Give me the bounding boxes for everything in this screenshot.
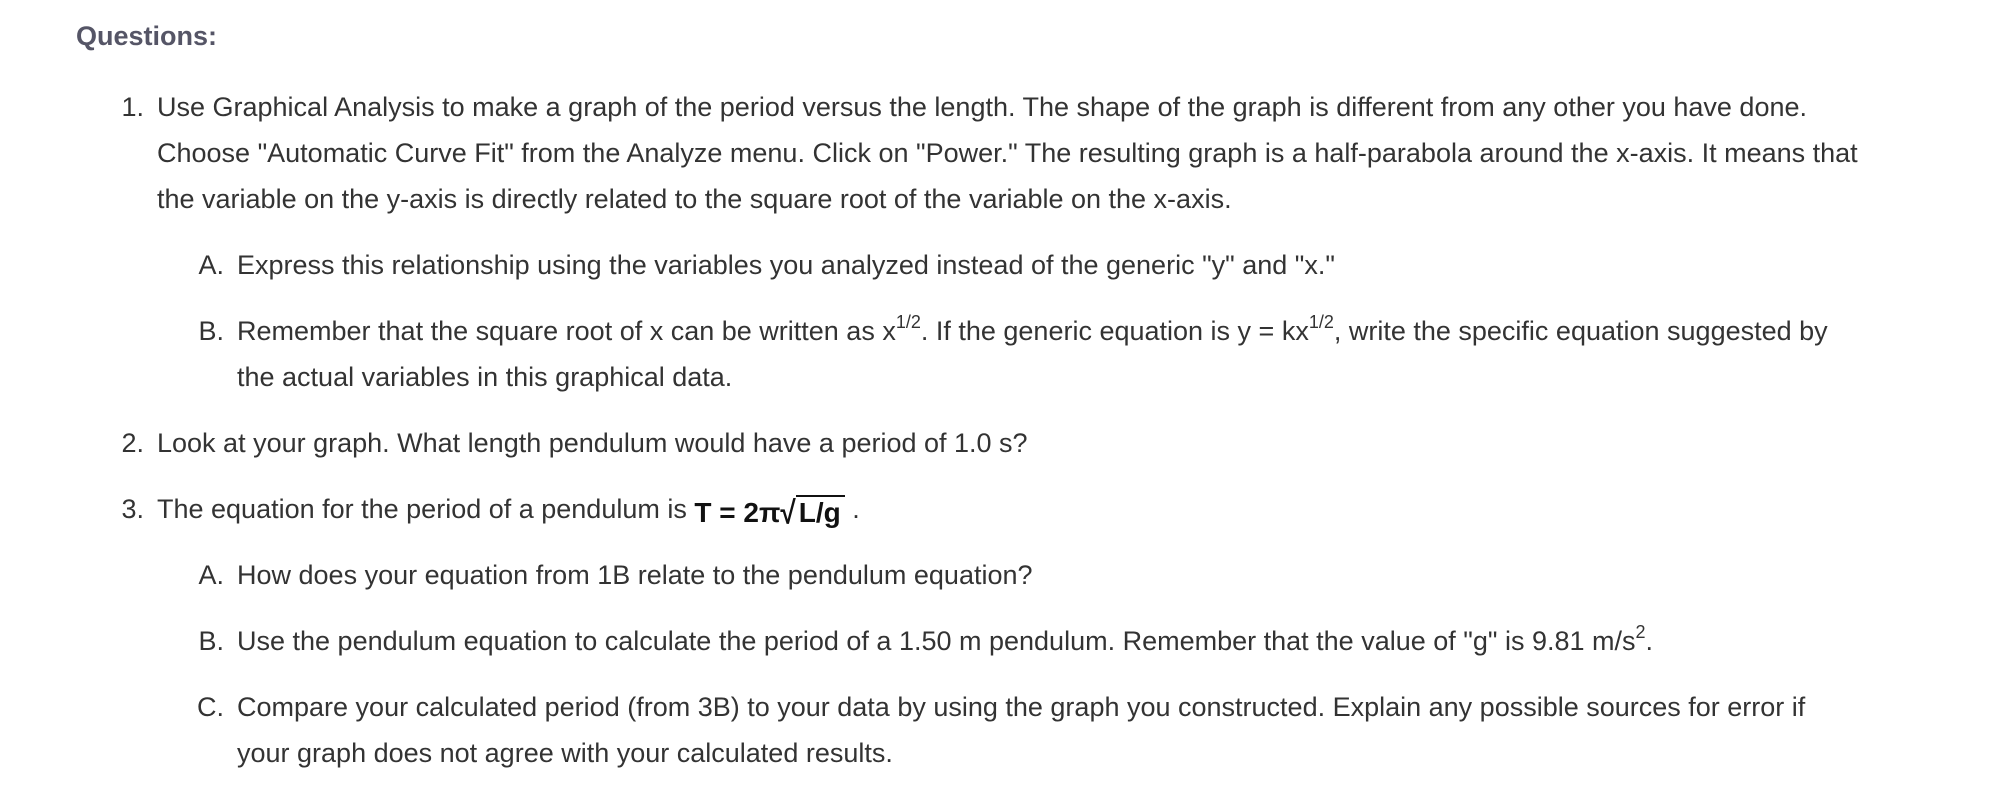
question-1b-part-1: Remember that the square root of x can be written as x bbox=[237, 316, 896, 346]
question-3-text: The equation for the period of a pendulum is bbox=[157, 494, 687, 524]
question-3c-line-1: Compare your calculated period (from 3B) to your data by using the graph you constructed. Explain any possible sources for error if bbox=[237, 692, 1806, 722]
question-1b-line-1 bbox=[237, 308, 1828, 354]
questions-heading: Questions: bbox=[76, 21, 218, 51]
exponent-half-1: 1/2 bbox=[895, 312, 921, 332]
question-1-line-2: Choose "Automatic Curve Fit" from the Analyze menu. Click on "Power." The resulting graph is a half-parabola around the x-axis. It means that bbox=[157, 138, 1858, 168]
question-3-text-line bbox=[157, 486, 860, 532]
question-3a bbox=[0, 552, 1994, 598]
question-1 bbox=[0, 84, 1994, 224]
question-3b-end: . bbox=[1645, 626, 1654, 656]
question-1b-label: B. bbox=[198, 316, 224, 346]
question-3-number: 3. bbox=[121, 494, 144, 524]
pendulum-formula bbox=[694, 490, 844, 536]
question-3b-label: B. bbox=[198, 626, 224, 656]
question-1b bbox=[0, 308, 1994, 400]
question-3a-text: How does your equation from 1B relate to the pendulum equation? bbox=[237, 560, 1033, 590]
question-3c-label: C. bbox=[197, 692, 224, 722]
exponent-squared: 2 bbox=[1635, 622, 1646, 642]
question-2 bbox=[0, 420, 1994, 466]
question-3a-label: A. bbox=[198, 560, 224, 590]
question-1b-line-2: the actual variables in this graphical data. bbox=[237, 362, 733, 392]
question-1a-text: Express this relationship using the variables you analyzed instead of the generic "y" and "x." bbox=[237, 250, 1335, 280]
question-1a-label: A. bbox=[198, 250, 224, 280]
square-root-icon: √ bbox=[780, 494, 796, 531]
question-3b bbox=[0, 618, 1994, 664]
question-1-line-1: Use Graphical Analysis to make a graph of the period versus the length. The shape of the graph is different from any other you have done. bbox=[157, 92, 1807, 122]
question-3b-line bbox=[237, 618, 1653, 664]
question-1b-part-2: . If the generic equation is y = kx bbox=[920, 316, 1309, 346]
question-2-text: Look at your graph. What length pendulum would have a period of 1.0 s? bbox=[157, 428, 1028, 458]
question-1-line-3: the variable on the y-axis is directly related to the square root of the variable on the x-axis. bbox=[157, 184, 1232, 214]
formula-left: T = 2π bbox=[694, 497, 781, 528]
question-3c-line-2: your graph does not agree with your calculated results. bbox=[237, 738, 893, 768]
question-2-number: 2. bbox=[121, 428, 144, 458]
question-3c bbox=[0, 684, 1994, 776]
question-3b-text: Use the pendulum equation to calculate the period of a 1.50 m pendulum. Remember that the value of "g" is 9.81 m/s bbox=[237, 626, 1636, 656]
question-1b-part-3: , write the specific equation suggested by bbox=[1333, 316, 1828, 346]
question-3 bbox=[0, 486, 1994, 536]
question-1-number: 1. bbox=[121, 92, 144, 122]
formula-period: . bbox=[852, 494, 860, 524]
formula-radicand: L/g bbox=[796, 495, 845, 529]
exponent-half-2: 1/2 bbox=[1308, 312, 1334, 332]
question-1a bbox=[0, 242, 1994, 288]
